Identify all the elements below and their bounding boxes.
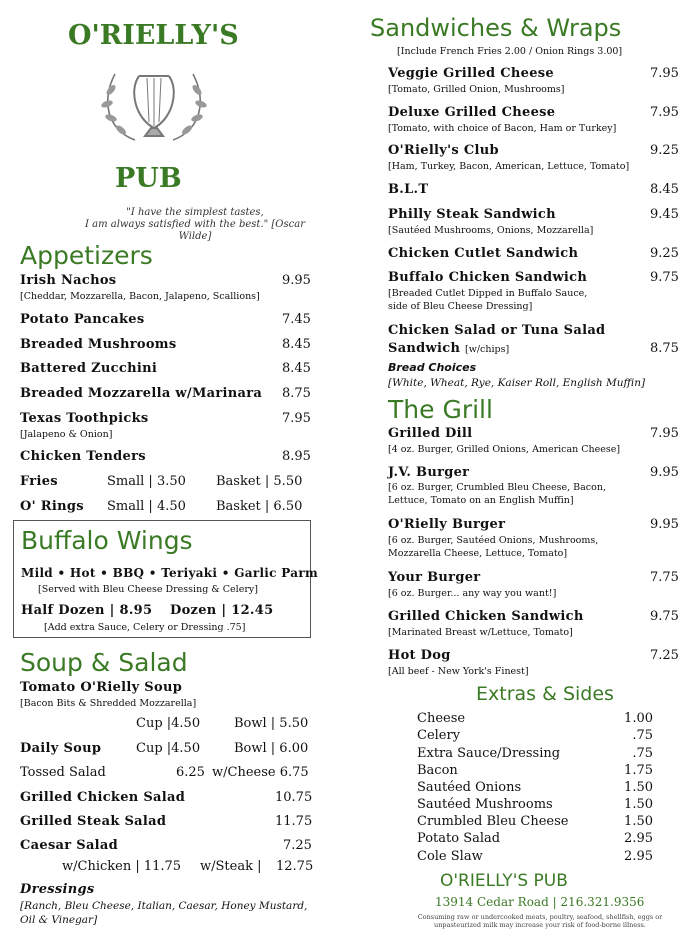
menu-item-name: Breaded Mozzarella w/Marinara: [20, 386, 263, 401]
menu-item-price: 8.95: [282, 449, 311, 464]
menu-item-name: Breaded Mushrooms: [20, 337, 177, 352]
warning-line-2: unpasteurized milk may increase your risk of food-borne illness.: [434, 921, 646, 929]
menu-item-desc: [All beef - New York's Finest]: [388, 666, 529, 677]
menu-item-desc-2: Mozzarella Cheese, Lettuce, Tomato]: [388, 548, 568, 559]
extra-item-price: 1.50: [624, 797, 653, 812]
extra-item-name: Sautéed Onions: [417, 780, 522, 795]
menu-item-desc: [Marinated Breast w/Lettuce, Tomato]: [388, 627, 573, 638]
caesar-w-steak-price: 12.75: [276, 859, 314, 874]
extra-item-price: 1.75: [624, 763, 653, 778]
menu-item-desc-2: side of Bleu Cheese Dressing]: [388, 301, 533, 312]
menu-item-desc: [Breaded Cutlet Dipped in Buffalo Sauce,: [388, 288, 588, 299]
menu-item-name: Philly Steak Sandwich: [388, 207, 556, 222]
menu-item-name: Grilled Dill: [388, 426, 473, 441]
dressings-line-1: [Ranch, Bleu Cheese, Italian, Caesar, Honey Mustard,: [20, 900, 308, 912]
wings-extra-note: [Add extra Sauce, Celery or Dressing .75]: [44, 622, 246, 633]
menu-item-desc: [6 oz. Burger, Sautéed Onions, Mushrooms,: [388, 535, 599, 546]
tomato-soup-cup: Cup |4.50: [136, 716, 201, 731]
tuna-salad-price: 8.75: [650, 341, 679, 356]
footer-name: O'RIELLY'S PUB: [440, 871, 568, 891]
sandwiches-heading: Sandwiches & Wraps: [370, 14, 622, 42]
lyre-laurel-emblem-icon: [95, 60, 213, 152]
menu-item-name: O'Rielly Burger: [388, 517, 506, 532]
menu-item-name: Chicken Cutlet Sandwich: [388, 246, 579, 261]
menu-item-name: Veggie Grilled Cheese: [388, 66, 554, 81]
menu-item-desc: [6 oz. Burger... any way you want!]: [388, 588, 557, 599]
grilled-steak-salad-name: Grilled Steak Salad: [20, 814, 167, 829]
menu-item-name: Grilled Chicken Sandwich: [388, 609, 584, 624]
menu-item-name: Your Burger: [388, 570, 481, 585]
quote-line-1: "I have the simplest tastes,: [126, 207, 264, 218]
tuna-salad-name-2: Sandwich: [388, 341, 461, 356]
wing-flavors: Mild • Hot • BBQ • Teriyaki • Garlic Parm: [21, 566, 318, 580]
fries-small: Small | 3.50: [107, 474, 186, 489]
menu-item-desc: [Cheddar, Mozzarella, Bacon, Jalapeno, Scallions]: [20, 291, 260, 302]
soup-salad-heading: Soup & Salad: [20, 648, 188, 677]
menu-item-name: Chicken Tenders: [20, 449, 146, 464]
buffalo-wings-heading: Buffalo Wings: [21, 526, 193, 555]
menu-item-desc: [Jalapeno & Onion]: [20, 429, 113, 440]
menu-item-price: 9.95: [282, 273, 311, 288]
grilled-steak-salad-price: 11.75: [275, 814, 313, 829]
menu-item-price: 8.45: [282, 361, 311, 376]
menu-item-price: 7.25: [650, 648, 679, 663]
menu-item-name: Deluxe Grilled Cheese: [388, 105, 556, 120]
menu-item-name: Battered Zucchini: [20, 361, 158, 376]
caesar-salad-price: 7.25: [283, 838, 312, 853]
extra-item-name: Celery: [417, 728, 461, 743]
menu-item-name: Texas Toothpicks: [20, 411, 149, 426]
extra-item-name: Sautéed Mushrooms: [417, 797, 553, 812]
grilled-chicken-salad-price: 10.75: [275, 790, 313, 805]
menu-item-name: Buffalo Chicken Sandwich: [388, 270, 588, 285]
extra-item-name: Bacon: [417, 763, 458, 778]
tossed-salad-name: Tossed Salad: [20, 765, 106, 780]
menu-item-price: 9.45: [650, 207, 679, 222]
grilled-chicken-salad-name: Grilled Chicken Salad: [20, 790, 186, 805]
caesar-w-steak: w/Steak |: [200, 859, 262, 874]
bread-choices-list: [White, Wheat, Rye, Kaiser Roll, English Muffin]: [388, 377, 646, 389]
menu-item-desc: [Tomato, with choice of Bacon, Ham or Turkey]: [388, 123, 617, 134]
appetizers-heading: Appetizers: [20, 241, 153, 270]
extra-item-name: Extra Sauce/Dressing: [417, 746, 561, 761]
sandwiches-note: [Include French Fries 2.00 / Onion Rings 3.00]: [397, 46, 623, 57]
tomato-soup-name: Tomato O'Rielly Soup: [20, 680, 183, 695]
menu-item-price: 7.95: [650, 66, 679, 81]
wings-dozen: Dozen | 12.45: [170, 603, 274, 618]
food-safety-warning: [410, 913, 670, 929]
extra-item-price: .75: [632, 746, 653, 761]
menu-item-price: 7.95: [650, 426, 679, 441]
menu-item-price: 9.75: [650, 270, 679, 285]
extra-item-price: 2.95: [624, 831, 653, 846]
extra-item-name: Cole Slaw: [417, 849, 483, 864]
tossed-salad-price: 6.25: [176, 765, 205, 780]
menu-item-desc: [Sautéed Mushrooms, Onions, Mozzarella]: [388, 225, 594, 236]
orings-basket: Basket | 6.50: [216, 499, 303, 514]
warning-line-1: Consuming raw or undercooked meats, poultry, seafood, shellfish, eggs or: [417, 913, 663, 921]
menu-item-price: 8.45: [282, 337, 311, 352]
extra-item-name: Crumbled Bleu Cheese: [417, 814, 569, 829]
daily-soup-name: Daily Soup: [20, 741, 102, 756]
menu-item-desc-2: Lettuce, Tomato on an English Muffin]: [388, 495, 574, 506]
tossed-salad-cheese: w/Cheese 6.75: [212, 765, 309, 780]
extra-item-price: 1.50: [624, 814, 653, 829]
menu-item-price: 7.95: [282, 411, 311, 426]
menu-item-price: 9.95: [650, 465, 679, 480]
tuna-salad-name: Chicken Salad or Tuna Salad: [388, 323, 606, 338]
caesar-w-chicken: w/Chicken | 11.75: [62, 859, 182, 874]
menu-item-name: O'Rielly's Club: [388, 143, 499, 158]
dressings-label: Dressings: [20, 882, 95, 897]
brand-name-top: O'RIELLY'S: [68, 20, 239, 51]
menu-item-price: 9.95: [650, 517, 679, 532]
menu-item-price: 7.95: [650, 105, 679, 120]
menu-item-name: Hot Dog: [388, 648, 451, 663]
menu-item-price: 8.75: [282, 386, 311, 401]
extra-item-price: 1.50: [624, 780, 653, 795]
footer-address: 13914 Cedar Road | 216.321.9356: [435, 895, 645, 909]
menu-item-desc: [Ham, Turkey, Bacon, American, Lettuce, Tomato]: [388, 161, 630, 172]
fries-name: Fries: [20, 474, 58, 489]
menu-item-name: Potato Pancakes: [20, 312, 145, 327]
menu-item-desc: [6 oz. Burger, Crumbled Bleu Cheese, Bacon,: [388, 482, 606, 493]
menu-item-name: Irish Nachos: [20, 273, 117, 288]
menu-item-desc: [4 oz. Burger, Grilled Onions, American Cheese]: [388, 444, 621, 455]
menu-item-price: 9.25: [650, 143, 679, 158]
extra-item-price: .75: [632, 728, 653, 743]
wings-half-dozen: Half Dozen | 8.95: [21, 603, 153, 618]
daily-soup-bowl: Bowl | 6.00: [234, 741, 309, 756]
fries-basket: Basket | 5.50: [216, 474, 303, 489]
extra-item-price: 2.95: [624, 849, 653, 864]
menu-item-price: 8.45: [650, 182, 679, 197]
daily-soup-cup: Cup |4.50: [136, 741, 201, 756]
oscar-wilde-quote: [80, 207, 310, 243]
extra-item-name: Cheese: [417, 711, 466, 726]
tuna-salad-note: [w/chips]: [465, 344, 510, 355]
dressings-list: [20, 899, 307, 927]
menu-item-name: B.L.T: [388, 182, 429, 197]
extra-item-price: 1.00: [624, 711, 653, 726]
grill-heading: The Grill: [388, 395, 493, 424]
extra-item-name: Potato Salad: [417, 831, 501, 846]
menu-item-price: 9.25: [650, 246, 679, 261]
brand-name-bottom: PUB: [115, 163, 182, 194]
tomato-soup-bowl: Bowl | 5.50: [234, 716, 309, 731]
wings-served-note: [Served with Bleu Cheese Dressing & Celery]: [38, 584, 258, 595]
dressings-line-2: Oil & Vinegar]: [20, 914, 98, 926]
menu-item-price: 9.75: [650, 609, 679, 624]
menu-item-desc: [Tomato, Grilled Onion, Mushrooms]: [388, 84, 565, 95]
menu-item-name: J.V. Burger: [388, 465, 470, 480]
orings-name: O' Rings: [20, 499, 84, 514]
quote-line-2: I am always satisfied with the best." [Oscar Wilde]: [85, 219, 305, 242]
tomato-soup-desc: [Bacon Bits & Shredded Mozzarella]: [20, 698, 197, 709]
orings-small: Small | 4.50: [107, 499, 186, 514]
menu-item-price: 7.45: [282, 312, 311, 327]
caesar-salad-name: Caesar Salad: [20, 838, 119, 853]
menu-item-price: 7.75: [650, 570, 679, 585]
bread-choices-label: Bread Choices: [388, 361, 477, 374]
extras-heading: Extras & Sides: [476, 683, 614, 705]
